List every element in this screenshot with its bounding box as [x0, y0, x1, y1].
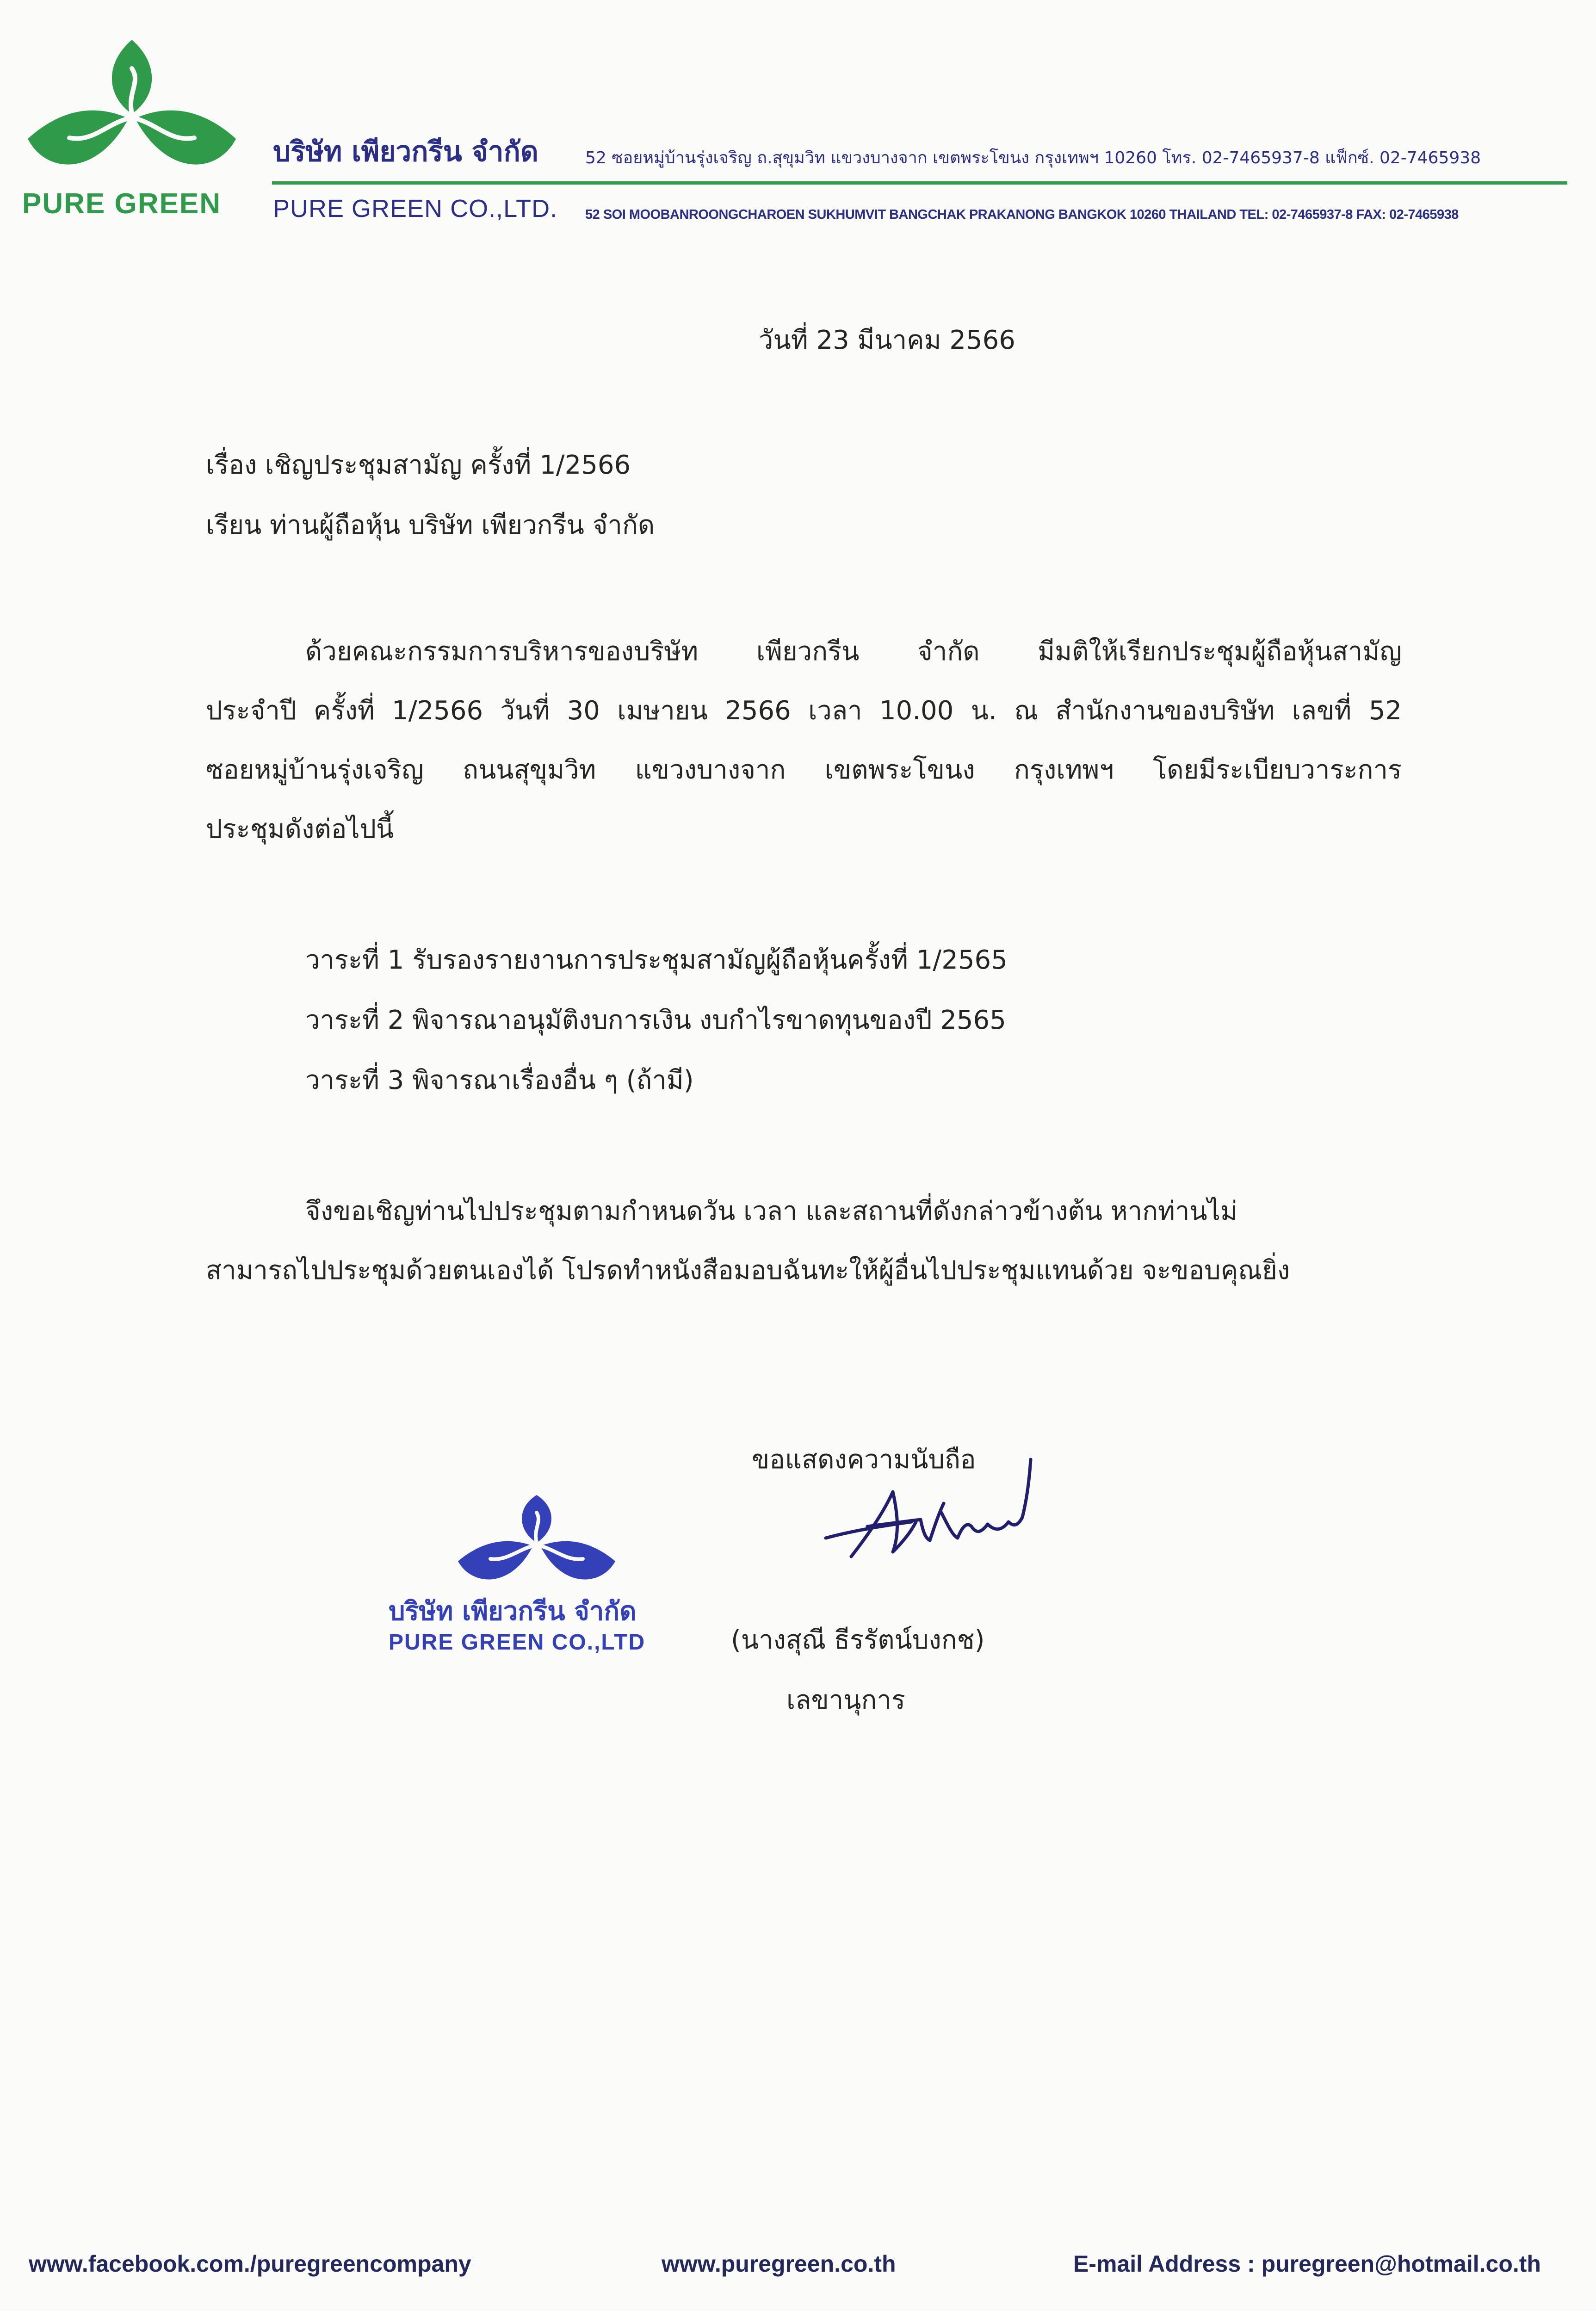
- body-paragraph-1: [206, 622, 1402, 859]
- paragraph-line: ซอยหมู่บ้านรุ่งเจริญ ถนนสุขุมวิท แขวงบางจาก เขตพระโขนง กรุงเทพฯ โดยมีระเบียบวาระการ: [206, 755, 1402, 785]
- agenda-item: วาระที่ 1 รับรองรายงานการประชุมสามัญผู้ถือหุ้นครั้งที่ 1/2565: [305, 945, 1008, 975]
- closing-phrase: ขอแสดงความนับถือ: [752, 1445, 976, 1475]
- address-english: 52 SOI MOOBANROONGCHAROEN SUKHUMVIT BANGCHAK PRAKANONG BANGKOK 10260 THAILAND TEL: 02-7465937-8 FAX: 02-7465938: [585, 207, 1459, 222]
- company-name-thai: บริษัท เพียวกรีน จำกัด: [273, 136, 538, 168]
- footer-website: www.puregreen.co.th: [662, 2251, 896, 2277]
- signer-name: (นางสุณี ธีรรัตน์บงกช): [731, 1625, 985, 1655]
- paragraph-line: จึงขอเชิญท่านไปประชุมตามกำหนดวัน เวลา และสถานที่ดังกล่าวข้างต้น หากท่านไม่: [305, 1196, 1237, 1226]
- company-name-english: PURE GREEN CO.,LTD.: [273, 195, 558, 222]
- letterhead-divider: [272, 181, 1567, 185]
- letter-recipient: เรียน ท่านผู้ถือหุ้น บริษัท เพียวกรีน จำกัด: [206, 510, 655, 540]
- footer-facebook: www.facebook.com./puregreencompany: [29, 2251, 471, 2277]
- paragraph-line: ประจำปี ครั้งที่ 1/2566 วันที่ 30 เมษายน 2566 เวลา 10.00 น. ณ สำนักงานของบริษัท เลขที่ 52: [206, 696, 1402, 726]
- paragraph-line: ประชุมดังต่อไปนี้: [206, 814, 394, 844]
- letter-date: วันที่ 23 มีนาคม 2566: [759, 325, 1015, 355]
- letter-subject: เรื่อง เชิญประชุมสามัญ ครั้งที่ 1/2566: [206, 450, 631, 480]
- signer-position: เลขานุการ: [786, 1685, 905, 1715]
- stamp-logo-icon: [453, 1494, 620, 1591]
- footer-email: E-mail Address : puregreen@hotmail.co.th: [1073, 2251, 1541, 2277]
- stamp-company-thai: บริษัท เพียวกรีน จำกัด: [389, 1596, 637, 1626]
- brand-name: PURE GREEN: [22, 188, 221, 220]
- pure-green-logo-icon: [19, 36, 245, 189]
- address-thai: 52 ซอยหมู่บ้านรุ่งเจริญ ถ.สุขุมวิท แขวงบางจาก เขตพระโขนง กรุงเทพฯ 10260 โทร. 02-7465937-8 แฟ็กซ์. 02-7465938: [585, 148, 1481, 167]
- stamp-company-english: PURE GREEN CO.,LTD: [389, 1630, 646, 1655]
- paragraph-line: ด้วยคณะกรรมการบริหารของบริษัท เพียวกรีน จำกัด มีมติให้เรียกประชุมผู้ถือหุ้นสามัญ: [305, 636, 1402, 667]
- handwritten-signature: [823, 1457, 1036, 1577]
- paragraph-line: สามารถไปประชุมด้วยตนเองได้ โปรดทำหนังสือมอบฉันทะให้ผู้อื่นไปประชุมแทนด้วย จะขอบคุณยิ่ง: [206, 1255, 1290, 1285]
- agenda-item: วาระที่ 2 พิจารณาอนุมัติงบการเงิน งบกำไรขาดทุนของปี 2565: [305, 1005, 1006, 1035]
- agenda-item: วาระที่ 3 พิจารณาเรื่องอื่น ๆ (ถ้ามี): [305, 1065, 694, 1095]
- company-stamp: [379, 1494, 703, 1670]
- body-paragraph-2: [206, 1182, 1402, 1300]
